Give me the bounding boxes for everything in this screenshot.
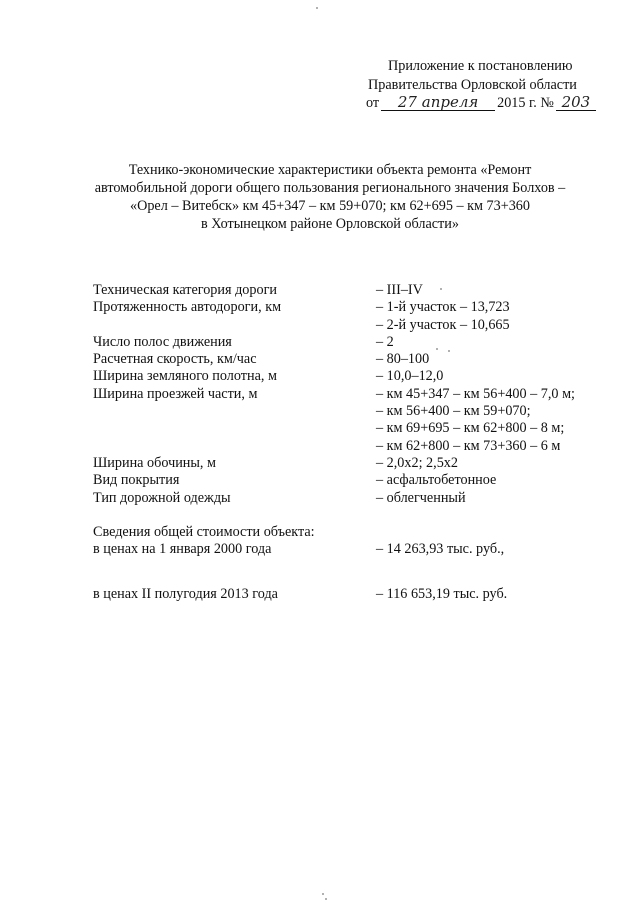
spec-label: Протяженность автодороги, км <box>93 299 282 316</box>
spec-label: Число полос движения <box>93 333 232 350</box>
spec-label: Расчетная скорость, км/час <box>93 351 257 368</box>
appendix-header <box>366 57 606 113</box>
spec-row-category <box>93 282 613 299</box>
year-label: 2015 г. № <box>497 95 554 111</box>
date-field <box>381 94 495 111</box>
cost-label: в ценах на 1 января 2000 года <box>93 541 272 558</box>
spec-value: – км 62+800 – км 73+360 – 6 м <box>376 437 561 454</box>
spec-value: – 2-й участок – 10,665 <box>376 316 510 333</box>
spec-value: – 2,0х2; 2,5х2 <box>376 454 458 471</box>
title-line: Технико-экономические характеристики объекта ремонта «Ремонт <box>128 162 532 178</box>
spec-row-pavement-type <box>93 472 613 489</box>
spec-row-length <box>93 299 613 334</box>
spec-row-shoulder-width <box>93 455 613 472</box>
title-line: в Хотынецком районе Орловской области» <box>201 216 459 232</box>
spec-value: – 10,0–12,0 <box>376 368 444 385</box>
cost-value: – 116 653,19 тыс. руб. <box>376 586 508 603</box>
cost-row-2000 <box>93 541 613 558</box>
spec-label: Ширина проезжей части, м <box>93 385 258 402</box>
cost-heading: Сведения общей стоимости объекта: <box>93 523 315 540</box>
spec-label: Ширина земляного полотна, м <box>93 368 277 385</box>
appendix-line-1: Приложение к постановлению <box>388 58 573 74</box>
specifications-table <box>93 282 613 604</box>
spec-row-roadbed-width <box>93 368 613 385</box>
spec-value: – облегченный <box>376 489 466 506</box>
spec-value: – 80–100 <box>376 351 430 368</box>
document-title <box>60 161 600 233</box>
handwritten-number: 203 <box>561 93 591 111</box>
cost-label: в ценах II полугодия 2013 года <box>93 586 278 603</box>
cost-value: – 14 263,93 тыс. руб., <box>376 541 505 558</box>
spec-row-lanes <box>93 334 613 351</box>
spec-value: – км 45+347 – км 56+400 – 7,0 м; <box>376 385 575 402</box>
title-line: «Орел – Витебск» км 45+347 – км 59+070; км 62+695 – км 73+360 <box>129 198 530 214</box>
spec-row-carriageway-width <box>93 386 613 455</box>
spec-value: – 1-й участок – 13,723 <box>376 299 510 316</box>
number-field <box>556 94 596 111</box>
spec-label: Ширина обочины, м <box>93 454 216 471</box>
handwritten-date: 27 апреля <box>397 93 479 111</box>
spec-value: – III–IV <box>376 282 423 298</box>
appendix-line-2: Правительства Орловской области <box>368 76 577 93</box>
spec-label: Вид покрытия <box>93 472 180 489</box>
title-line: автомобильной дороги общего пользования регионального значения Болхов – <box>94 180 566 196</box>
spec-row-speed <box>93 351 613 368</box>
spec-label: Техническая категория дороги <box>93 282 277 298</box>
appendix-date-line <box>366 94 606 113</box>
spec-value: – асфальтобетонное <box>376 472 497 489</box>
spec-value: – км 69+695 – км 62+800 – 8 м; <box>376 420 565 437</box>
spec-value: – км 56+400 – км 59+070; <box>376 403 531 420</box>
spec-label: Тип дорожной одежды <box>93 489 231 506</box>
cost-row-2013 <box>93 586 613 603</box>
spec-value: – 2 <box>376 333 394 350</box>
from-label: от <box>366 95 380 111</box>
spec-row-road-surface-type <box>93 490 613 507</box>
